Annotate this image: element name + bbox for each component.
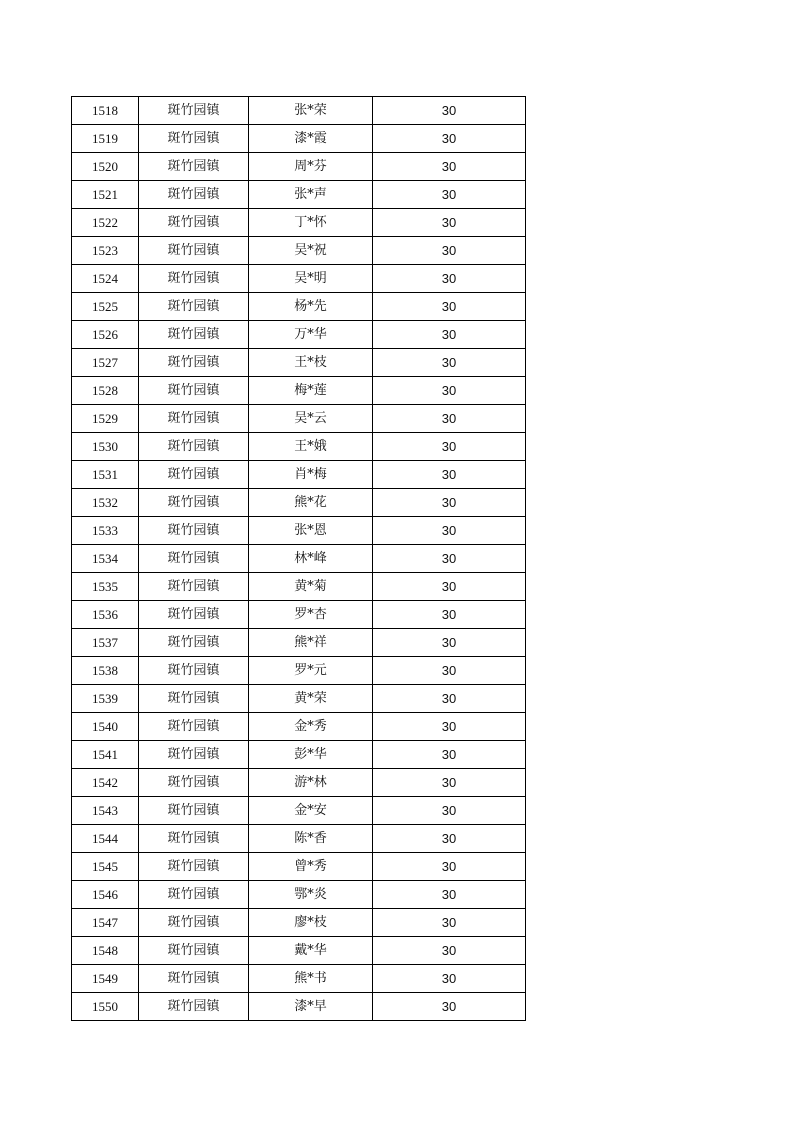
amount-cell: 30 [373,321,526,349]
town-cell: 斑竹园镇 [139,377,249,405]
table-row [72,209,526,237]
amount-cell: 30 [373,797,526,825]
row-number-cell: 1545 [72,853,139,881]
town-cell: 斑竹园镇 [139,965,249,993]
person-name-cell: 曾*秀 [249,853,373,881]
town-cell: 斑竹园镇 [139,489,249,517]
row-number-cell: 1519 [72,125,139,153]
person-name-cell: 熊*花 [249,489,373,517]
person-name-cell: 鄂*炎 [249,881,373,909]
person-name-cell: 吴*祝 [249,237,373,265]
row-number-cell: 1523 [72,237,139,265]
row-number-cell: 1528 [72,377,139,405]
person-name-cell: 罗*元 [249,657,373,685]
town-cell: 斑竹园镇 [139,349,249,377]
row-number-cell: 1525 [72,293,139,321]
amount-cell: 30 [373,209,526,237]
table-row [72,489,526,517]
town-cell: 斑竹园镇 [139,461,249,489]
town-cell: 斑竹园镇 [139,209,249,237]
row-number-cell: 1549 [72,965,139,993]
table-row [72,461,526,489]
amount-cell: 30 [373,293,526,321]
table-row [72,97,526,125]
person-name-cell: 彭*华 [249,741,373,769]
row-number-cell: 1534 [72,545,139,573]
row-number-cell: 1538 [72,657,139,685]
row-number-cell: 1521 [72,181,139,209]
town-cell: 斑竹园镇 [139,629,249,657]
row-number-cell: 1518 [72,97,139,125]
row-number-cell: 1529 [72,405,139,433]
row-number-cell: 1532 [72,489,139,517]
person-name-cell: 金*秀 [249,713,373,741]
row-number-cell: 1536 [72,601,139,629]
table-row [72,125,526,153]
amount-cell: 30 [373,377,526,405]
amount-cell: 30 [373,517,526,545]
table-row [72,237,526,265]
person-name-cell: 吴*明 [249,265,373,293]
person-name-cell: 丁*怀 [249,209,373,237]
table-row [72,153,526,181]
row-number-cell: 1539 [72,685,139,713]
person-name-cell: 张*荣 [249,97,373,125]
row-number-cell: 1541 [72,741,139,769]
table-row [72,629,526,657]
table-row [72,657,526,685]
amount-cell: 30 [373,965,526,993]
person-name-cell: 漆*早 [249,993,373,1021]
amount-cell: 30 [373,97,526,125]
person-name-cell: 梅*莲 [249,377,373,405]
row-number-cell: 1540 [72,713,139,741]
person-name-cell: 游*林 [249,769,373,797]
row-number-cell: 1520 [72,153,139,181]
person-name-cell: 林*峰 [249,545,373,573]
town-cell: 斑竹园镇 [139,433,249,461]
town-cell: 斑竹园镇 [139,993,249,1021]
roster-table [71,96,526,1021]
person-name-cell: 吴*云 [249,405,373,433]
amount-cell: 30 [373,181,526,209]
row-number-cell: 1524 [72,265,139,293]
amount-cell: 30 [373,125,526,153]
town-cell: 斑竹园镇 [139,237,249,265]
person-name-cell: 金*安 [249,797,373,825]
amount-cell: 30 [373,657,526,685]
row-number-cell: 1535 [72,573,139,601]
town-cell: 斑竹园镇 [139,573,249,601]
table-row [72,853,526,881]
table-row [72,265,526,293]
table-row [72,349,526,377]
person-name-cell: 廖*枝 [249,909,373,937]
table-row [72,573,526,601]
amount-cell: 30 [373,601,526,629]
table-row [72,321,526,349]
amount-cell: 30 [373,993,526,1021]
person-name-cell: 熊*书 [249,965,373,993]
person-name-cell: 肖*梅 [249,461,373,489]
town-cell: 斑竹园镇 [139,853,249,881]
town-cell: 斑竹园镇 [139,153,249,181]
town-cell: 斑竹园镇 [139,293,249,321]
person-name-cell: 张*恩 [249,517,373,545]
table-row [72,769,526,797]
row-number-cell: 1544 [72,825,139,853]
person-name-cell: 王*枝 [249,349,373,377]
town-cell: 斑竹园镇 [139,321,249,349]
amount-cell: 30 [373,573,526,601]
table-row [72,881,526,909]
amount-cell: 30 [373,769,526,797]
table-row [72,685,526,713]
amount-cell: 30 [373,349,526,377]
person-name-cell: 王*娥 [249,433,373,461]
amount-cell: 30 [373,489,526,517]
town-cell: 斑竹园镇 [139,713,249,741]
town-cell: 斑竹园镇 [139,741,249,769]
town-cell: 斑竹园镇 [139,769,249,797]
row-number-cell: 1542 [72,769,139,797]
amount-cell: 30 [373,825,526,853]
row-number-cell: 1548 [72,937,139,965]
table-row [72,825,526,853]
town-cell: 斑竹园镇 [139,405,249,433]
amount-cell: 30 [373,713,526,741]
town-cell: 斑竹园镇 [139,909,249,937]
town-cell: 斑竹园镇 [139,97,249,125]
person-name-cell: 杨*先 [249,293,373,321]
table-row [72,181,526,209]
amount-cell: 30 [373,545,526,573]
amount-cell: 30 [373,237,526,265]
table-row [72,517,526,545]
table-row [72,965,526,993]
person-name-cell: 罗*杏 [249,601,373,629]
town-cell: 斑竹园镇 [139,601,249,629]
row-number-cell: 1547 [72,909,139,937]
table-row [72,545,526,573]
row-number-cell: 1522 [72,209,139,237]
town-cell: 斑竹园镇 [139,181,249,209]
row-number-cell: 1550 [72,993,139,1021]
town-cell: 斑竹园镇 [139,685,249,713]
town-cell: 斑竹园镇 [139,937,249,965]
town-cell: 斑竹园镇 [139,825,249,853]
table-row [72,377,526,405]
row-number-cell: 1526 [72,321,139,349]
town-cell: 斑竹园镇 [139,265,249,293]
town-cell: 斑竹园镇 [139,797,249,825]
amount-cell: 30 [373,433,526,461]
person-name-cell: 漆*霞 [249,125,373,153]
town-cell: 斑竹园镇 [139,657,249,685]
table-row [72,713,526,741]
amount-cell: 30 [373,405,526,433]
table-row [72,741,526,769]
table-row [72,293,526,321]
row-number-cell: 1546 [72,881,139,909]
amount-cell: 30 [373,153,526,181]
row-number-cell: 1537 [72,629,139,657]
person-name-cell: 黄*菊 [249,573,373,601]
row-number-cell: 1533 [72,517,139,545]
town-cell: 斑竹园镇 [139,545,249,573]
amount-cell: 30 [373,741,526,769]
table-row [72,797,526,825]
table-row [72,433,526,461]
amount-cell: 30 [373,937,526,965]
person-name-cell: 陈*香 [249,825,373,853]
person-name-cell: 万*华 [249,321,373,349]
row-number-cell: 1543 [72,797,139,825]
person-name-cell: 熊*祥 [249,629,373,657]
table-row [72,937,526,965]
table-row [72,405,526,433]
amount-cell: 30 [373,881,526,909]
row-number-cell: 1531 [72,461,139,489]
table-row [72,601,526,629]
table-row [72,909,526,937]
row-number-cell: 1527 [72,349,139,377]
row-number-cell: 1530 [72,433,139,461]
amount-cell: 30 [373,853,526,881]
town-cell: 斑竹园镇 [139,517,249,545]
amount-cell: 30 [373,685,526,713]
town-cell: 斑竹园镇 [139,125,249,153]
town-cell: 斑竹园镇 [139,881,249,909]
amount-cell: 30 [373,461,526,489]
amount-cell: 30 [373,265,526,293]
person-name-cell: 黄*荣 [249,685,373,713]
table-row [72,993,526,1021]
amount-cell: 30 [373,909,526,937]
person-name-cell: 周*芬 [249,153,373,181]
person-name-cell: 戴*华 [249,937,373,965]
roster-table-body [72,97,526,1021]
amount-cell: 30 [373,629,526,657]
person-name-cell: 张*声 [249,181,373,209]
